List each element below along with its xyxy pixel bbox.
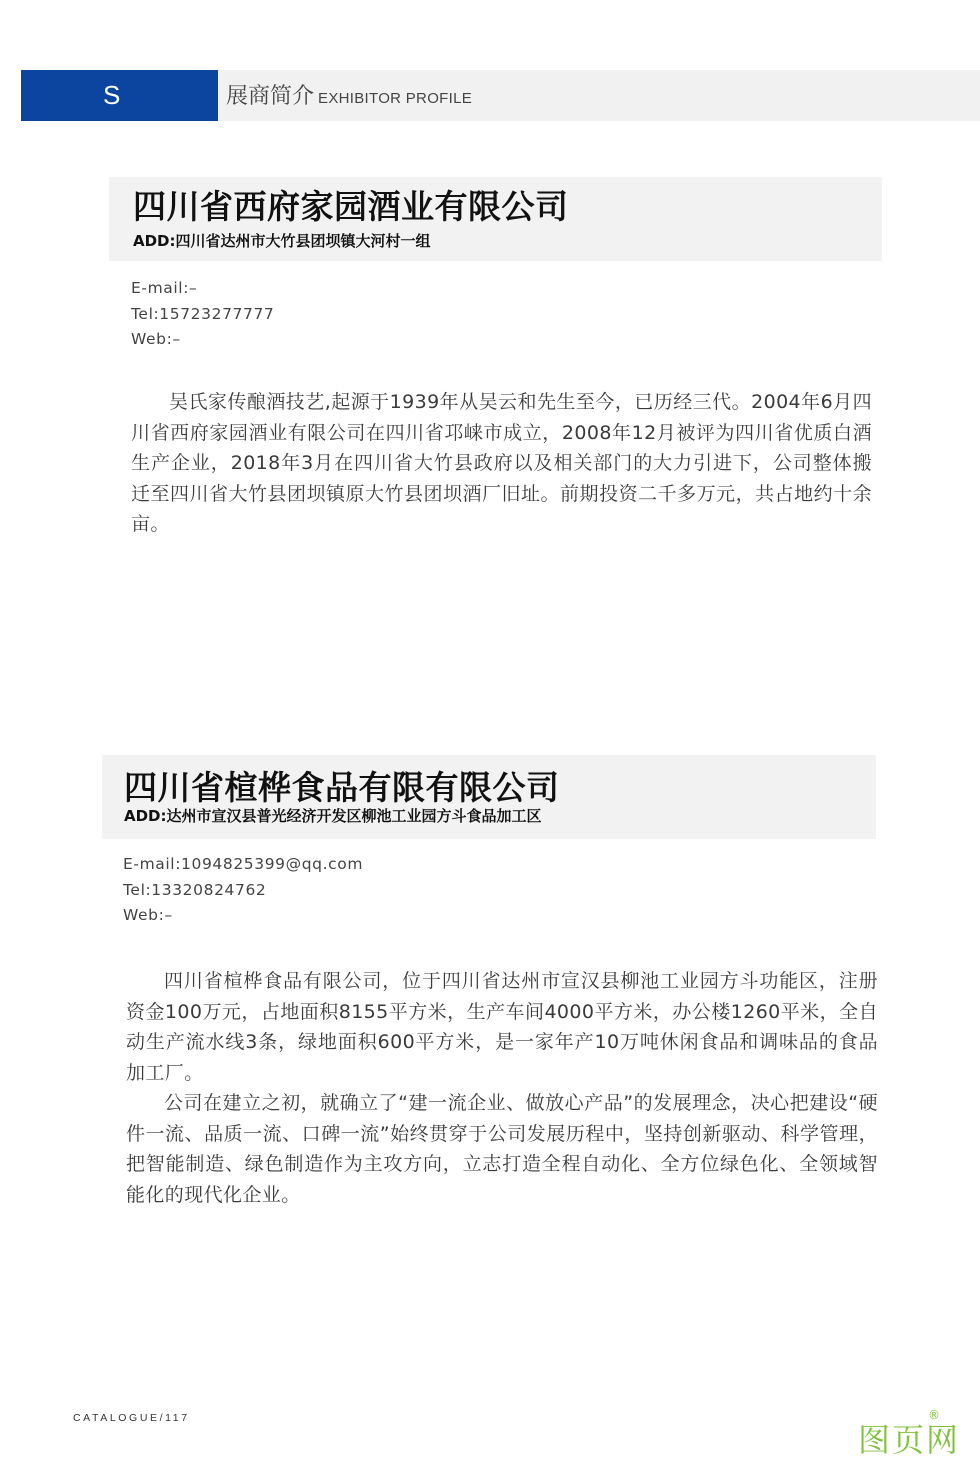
email-line: E-mail:– — [131, 279, 198, 297]
company-address: ADD:达州市宣汉县普光经济开发区柳池工业园方斗食品加工区 — [124, 807, 542, 825]
company-contact-1 — [131, 276, 274, 353]
page-footer-catalogue: CATALOGUE/117 — [73, 1412, 190, 1424]
company-name: 四川省西府家园酒业有限公司 — [133, 187, 569, 226]
company-contact-2 — [123, 852, 363, 929]
section-title-cn: 展商简介 — [226, 84, 315, 109]
web-line: Web:– — [123, 906, 173, 924]
section-title — [226, 70, 472, 121]
section-tab-letter: S — [103, 80, 121, 110]
watermark-text: 图页网 — [858, 1421, 961, 1459]
description-paragraph: 四川省楦桦食品有限公司，位于四川省达州市宣汉县柳池工业园方斗功能区，注册资金100万元，占地面积8155平方米，生产车间4000平方米，办公楼1260平米，全自动生产流水线3条，绿地面积600平方米，是一家年产10万吨休闲食品和调味品的食品加工厂。 — [126, 970, 878, 1084]
description-paragraph: 公司在建立之初，就确立了“建一流企业、做放心产品”的发展理念，决心把建设“硬件一流、品质一流、口碑一流”始终贯穿于公司发展历程中，坚持创新驱动、科学管理，把智能制造、绿色制造作为主攻方向，立志打造全程自动化、全方位绿色化、全领域智能化的现代化企业。 — [126, 1092, 878, 1206]
description-paragraph: 吴氏家传酿酒技艺,起源于1939年从吴云和先生至今，已历经三代。2004年6月四川省西府家园酒业有限公司在四川省邛崃市成立，2008年12月被评为四川省优质白酒生产企业，2018年3月在四川省大竹县政府以及相关部门的大力引进下，公司整体搬迁至四川省大竹县团坝镇原大竹县团坝酒厂旧址。前期投资二千多万元，共占地约十余亩。 — [131, 391, 872, 535]
tel-line: Tel:13320824762 — [123, 880, 267, 899]
company-description-2 — [126, 966, 878, 1210]
company-description-1 — [131, 387, 872, 540]
registered-mark: ® — [928, 1408, 940, 1422]
section-header — [21, 70, 980, 121]
watermark-logo — [858, 1408, 968, 1462]
section-title-en: EXHIBITOR PROFILE — [318, 90, 473, 107]
section-tab — [21, 70, 218, 121]
company-header-2 — [102, 755, 876, 839]
company-name: 四川省楦桦食品有限有限公司 — [124, 768, 560, 807]
web-line: Web:– — [131, 330, 181, 348]
tel-line: Tel:15723277777 — [131, 304, 275, 323]
company-address: ADD:四川省达州市大竹县团坝镇大河村一组 — [133, 232, 431, 250]
email-line: E-mail:1094825399@qq.com — [123, 855, 364, 873]
company-header-1 — [109, 177, 882, 261]
